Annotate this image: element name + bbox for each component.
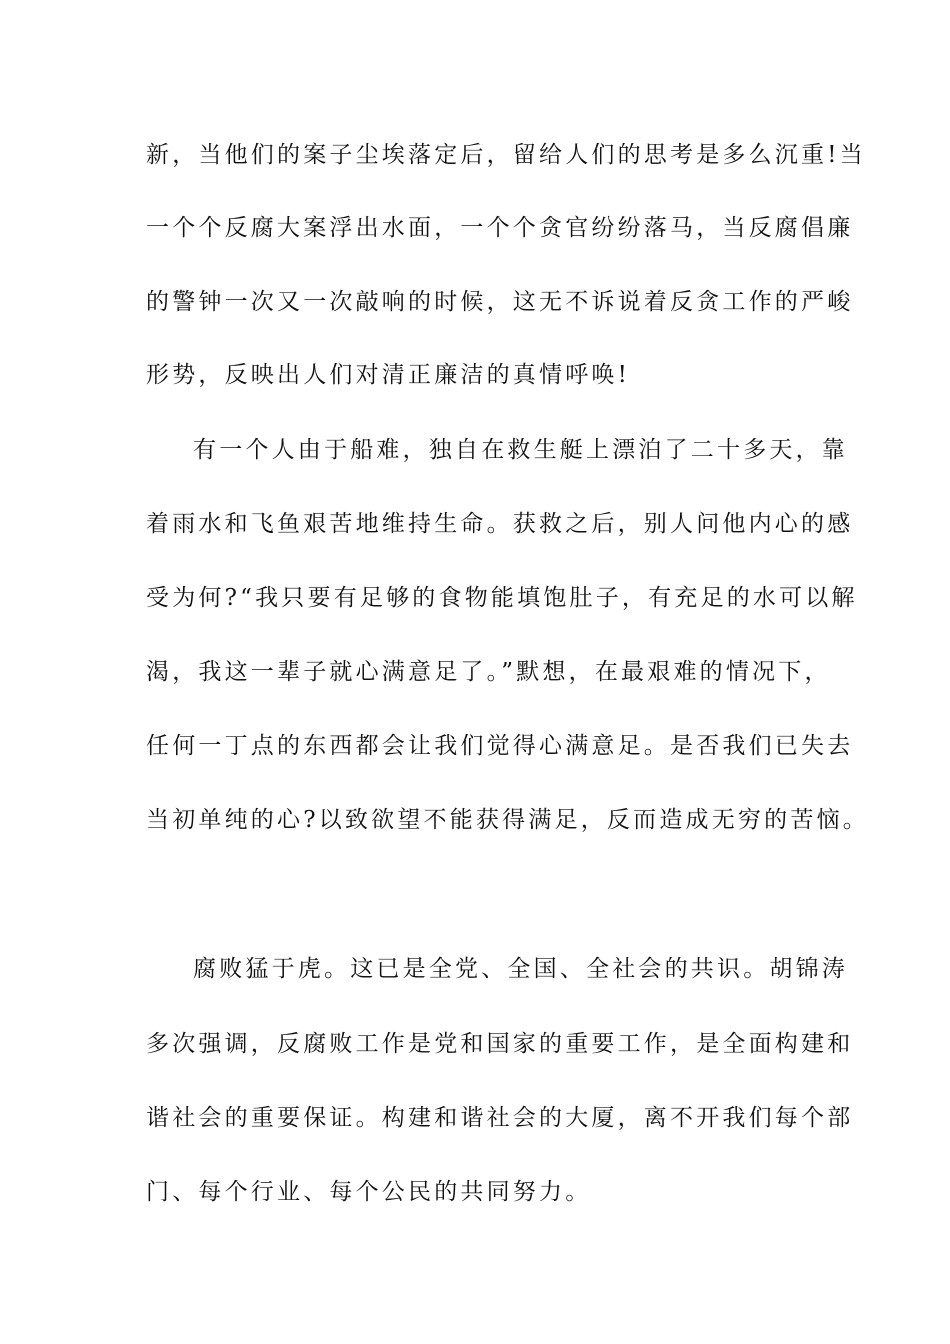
text-line: 形势，反映出人们对清正廉洁的真情呼唤! <box>146 362 631 388</box>
text-line: 渴，我这一辈子就心满意足了。”默想，在最艰难的情况下， <box>146 659 831 685</box>
text-line: 门、每个行业、每个公民的共同努力。 <box>146 1179 592 1205</box>
text-line: 着雨水和飞鱼艰苦地维持生命。获救之后，别人问他内心的感 <box>146 511 854 537</box>
text-line: 有一个人由于船难，独自在救生艇上漂泊了二十多天，靠 <box>193 437 848 463</box>
text-line: 多次强调，反腐败工作是党和国家的重要工作，是全面构建和 <box>146 1031 854 1057</box>
text-line: 的警钟一次又一次敲响的时候，这无不诉说着反贪工作的严峻 <box>146 289 854 315</box>
text-line: 任何一丁点的东西都会让我们觉得心满意足。是否我们已失去 <box>146 733 854 759</box>
text-line: 腐败猛于虎。这已是全党、全国、全社会的共识。胡锦涛 <box>193 956 848 982</box>
text-line: 谐社会的重要保证。构建和谐社会的大厦，离不开我们每个部 <box>146 1105 854 1131</box>
text-line: 受为何?“我只要有足够的食物能填饱肚子，有充足的水可以解 <box>146 585 858 611</box>
text-line: 一个个反腐大案浮出水面，一个个贪官纷纷落马，当反腐倡廉 <box>146 215 854 241</box>
text-line: 新，当他们的案子尘埃落定后，留给人们的思考是多么沉重!当 <box>146 142 866 168</box>
text-line: 当初单纯的心?以致欲望不能获得满足，反而造成无穷的苦恼。 <box>146 807 869 833</box>
